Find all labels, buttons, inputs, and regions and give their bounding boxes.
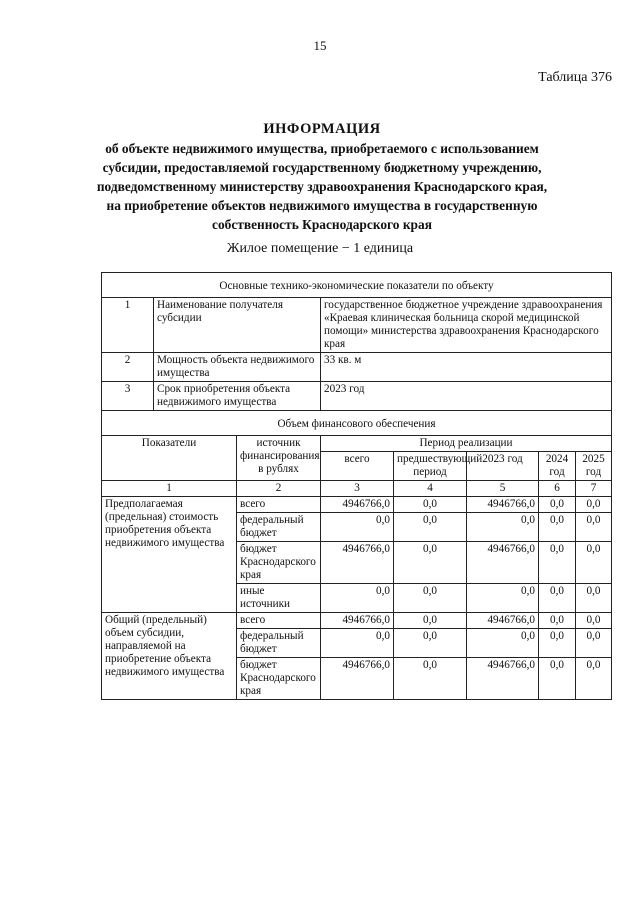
indicator-value: государственное бюджетное учреждение здравоохранения «Краевая клиническая больница скорой медицинской помощи» министерства здравоохранения Краснодарского края: [321, 298, 612, 353]
column-number: 4: [394, 481, 467, 497]
indicator-label: Срок приобретения объекта недвижимого имущества: [154, 382, 321, 411]
finance-group-label: Предполагаемая (предельная) стоимость приобретения объекта недвижимого имущества: [102, 497, 237, 613]
finance-value-y2025: 0,0: [576, 513, 612, 542]
header-previous: предшествующий период: [394, 452, 467, 481]
finance-value-y2024: 0,0: [539, 658, 576, 700]
finance-row: [102, 613, 612, 629]
finance-value-y2024: 0,0: [539, 629, 576, 658]
column-number: 5: [467, 481, 539, 497]
finance-value-y2023: 0,0: [467, 629, 539, 658]
header-2023: 2023 год: [467, 452, 539, 481]
header-source: источник финансирования в рублях: [237, 436, 321, 481]
row-number: 1: [102, 298, 154, 353]
finance-value-y2023: 4946766,0: [467, 542, 539, 584]
header-2024: 2024 год: [539, 452, 576, 481]
document-title: ИНФОРМАЦИЯ: [263, 121, 381, 137]
indicator-value: 33 кв. м: [321, 353, 612, 382]
indicator-row: [102, 298, 612, 353]
row-number: 3: [102, 382, 154, 411]
section-title: Основные технико-экономические показатели по объекту: [102, 273, 612, 298]
finance-body: [102, 497, 612, 700]
column-number: 2: [237, 481, 321, 497]
indicator-label: Наименование получателя субсидии: [154, 298, 321, 353]
indicator-row: [102, 382, 612, 411]
finance-value-previous: 0,0: [394, 629, 467, 658]
finance-value-total: 4946766,0: [321, 497, 394, 513]
header-period: Период реализации: [321, 436, 612, 452]
finance-value-y2025: 0,0: [576, 629, 612, 658]
finance-value-y2025: 0,0: [576, 613, 612, 629]
column-number: 3: [321, 481, 394, 497]
column-number: 1: [102, 481, 237, 497]
finance-value-y2025: 0,0: [576, 497, 612, 513]
finance-group-label: Общий (предельный) объем субсидии, направляемой на приобретение объекта недвижимого имущества: [102, 613, 237, 700]
finance-value-y2024: 0,0: [539, 497, 576, 513]
finance-value-y2025: 0,0: [576, 542, 612, 584]
header-2025: 2025 год: [576, 452, 612, 481]
finance-value-total: 4946766,0: [321, 542, 394, 584]
column-numbers-row: [102, 481, 612, 497]
finance-value-previous: 0,0: [394, 658, 467, 700]
finance-value-y2024: 0,0: [539, 542, 576, 584]
finance-value-previous: 0,0: [394, 584, 467, 613]
object-subheading: Жилое помещение − 1 единица: [226, 241, 414, 256]
heading-line: подведомственному министерству здравоохранения Краснодарского края,: [96, 179, 548, 194]
finance-value-y2025: 0,0: [576, 658, 612, 700]
header-indicators: Показатели: [102, 436, 237, 481]
indicator-label: Мощность объекта недвижимого имущества: [154, 353, 321, 382]
finance-value-y2024: 0,0: [539, 584, 576, 613]
heading-line: собственность Краснодарского края: [212, 217, 432, 232]
finance-value-y2023: 4946766,0: [467, 497, 539, 513]
finance-value-y2024: 0,0: [539, 613, 576, 629]
header-row: [102, 436, 612, 452]
header-total: всего: [321, 452, 394, 481]
section-title-row: [102, 411, 612, 436]
finance-value-total: 0,0: [321, 513, 394, 542]
finance-source: федеральный бюджет: [237, 629, 321, 658]
section-title: Объем финансового обеспечения: [102, 411, 612, 436]
heading-line: субсидии, предоставляемой государственному бюджетному учреждению,: [102, 160, 542, 175]
finance-source: бюджет Краснодарского края: [237, 658, 321, 700]
heading-line: на приобретение объектов недвижимого имущества в государственную: [106, 198, 538, 213]
finance-source: бюджет Краснодарского края: [237, 542, 321, 584]
table-label: Таблица 376: [538, 70, 612, 85]
row-number: 2: [102, 353, 154, 382]
document-heading: [60, 120, 584, 234]
finance-value-previous: 0,0: [394, 613, 467, 629]
finance-value-total: 0,0: [321, 629, 394, 658]
indicator-row: [102, 353, 612, 382]
column-number: 7: [576, 481, 612, 497]
finance-value-total: 4946766,0: [321, 658, 394, 700]
section-title-row: [102, 273, 612, 298]
finance-source: федеральный бюджет: [237, 513, 321, 542]
info-table: [101, 272, 612, 700]
page-number: 15: [313, 38, 327, 53]
finance-value-previous: 0,0: [394, 542, 467, 584]
finance-value-previous: 0,0: [394, 497, 467, 513]
finance-value-total: 4946766,0: [321, 613, 394, 629]
finance-value-y2023: 0,0: [467, 513, 539, 542]
indicator-value: 2023 год: [321, 382, 612, 411]
finance-source: всего: [237, 497, 321, 513]
finance-value-y2024: 0,0: [539, 513, 576, 542]
heading-line: об объекте недвижимого имущества, приобретаемого с использованием: [105, 141, 539, 156]
column-number: 6: [539, 481, 576, 497]
finance-value-y2023: 0,0: [467, 584, 539, 613]
finance-value-y2023: 4946766,0: [467, 613, 539, 629]
finance-value-y2023: 4946766,0: [467, 658, 539, 700]
finance-row: [102, 497, 612, 513]
finance-value-previous: 0,0: [394, 513, 467, 542]
finance-source: всего: [237, 613, 321, 629]
finance-source: иные источники: [237, 584, 321, 613]
finance-value-y2025: 0,0: [576, 584, 612, 613]
finance-value-total: 0,0: [321, 584, 394, 613]
